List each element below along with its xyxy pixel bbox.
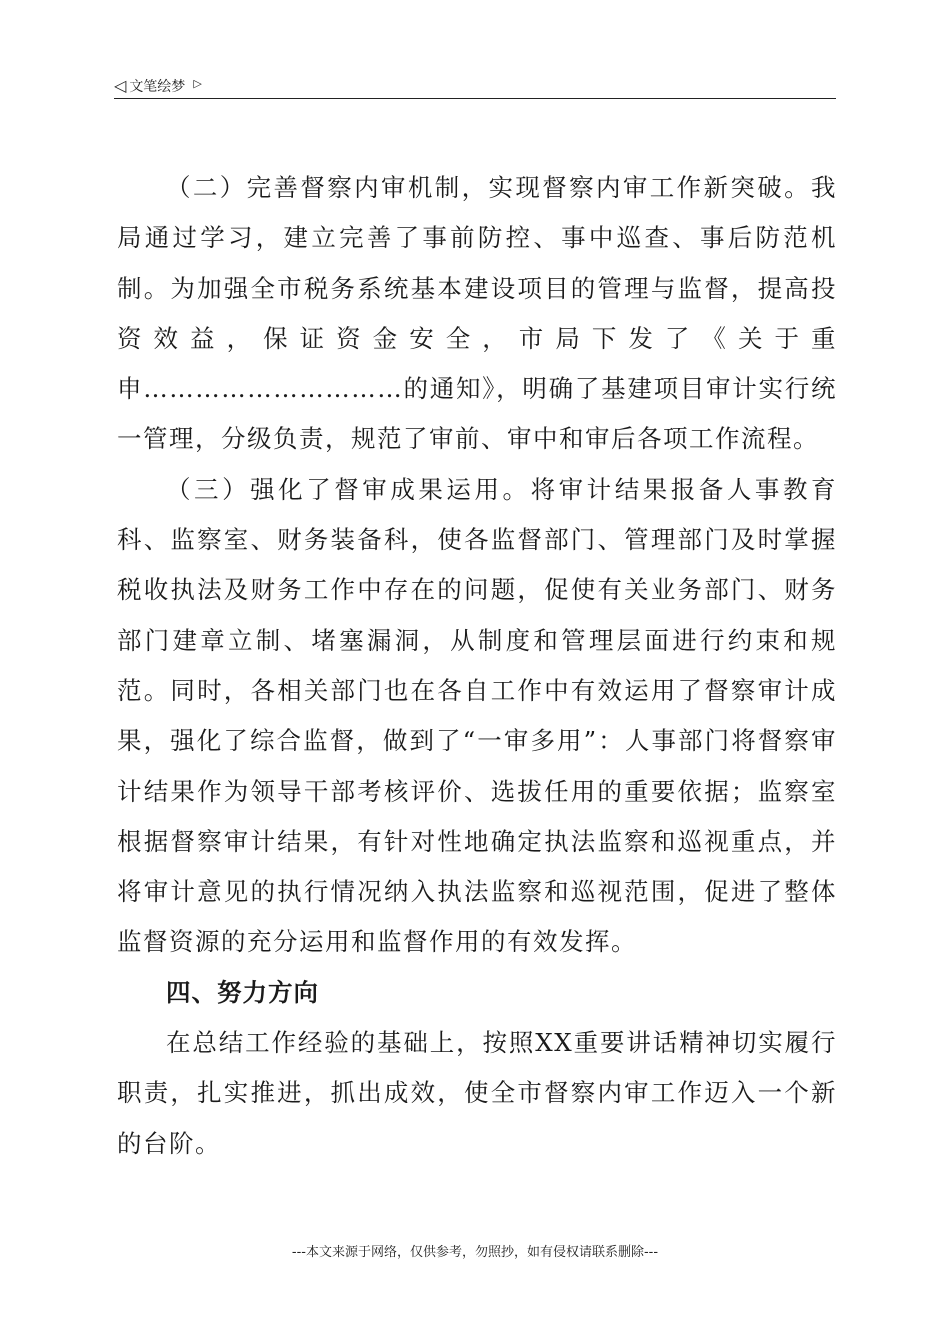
triangle-right-icon: ▷ [193,76,202,90]
page-header [114,74,836,98]
paragraph-2: （二）完善督察内审机制，实现督察内审工作新突破。我局通过学习，建立完善了事前防控、事中巡查、事后防范机制。为加强全市税务系统基本建设项目的管理与监督，提高投资效益，保证资金安全，市局下发了《关于重申…………………………的通知》，明确了基建项目审计实行统一管理，分级负责，规范了审前、审中和审后各项工作流程。 [117,173,837,454]
page-footer: ---本文来源于网络，仅供参考，勿照抄，如有侵权请联系删除--- [291,1245,659,1260]
closing-paragraph: 在总结工作经验的基础上，按照XX重要讲话精神切实履行职责，扎实推进，抓出成效，使全市督察内审工作迈入一个新的台阶。 [117,1028,837,1158]
header-divider [114,98,836,99]
header-brand: 文笔绘梦 [129,79,186,95]
triangle-left-icon: ◁ [114,76,127,95]
section-heading: 四、努力方向 [166,977,319,1007]
paragraph-3: （三）强化了督审成果运用。将审计结果报备人事教育科、监察室、财务装备科，使各监督部门、管理部门及时掌握税收执法及财务工作中存在的问题，促使有关业务部门、财务部门建章立制、堵塞漏洞，从制度和管理层面进行约束和规范。同时，各相关部门也在各自工作中有效运用了督察审计成果，强化了综合监督，做到了“一审多用”：人事部门将督察审计结果作为领导干部考核评价、选拔任用的重要依据；监察室根据督察审计结果，有针对性地确定执法监察和巡视重点，并将审计意见的执行情况纳入执法监察和巡视范围，促进了整体监督资源的充分运用和监督作用的有效发挥。 [117,474,837,957]
document-body [117,163,837,1169]
